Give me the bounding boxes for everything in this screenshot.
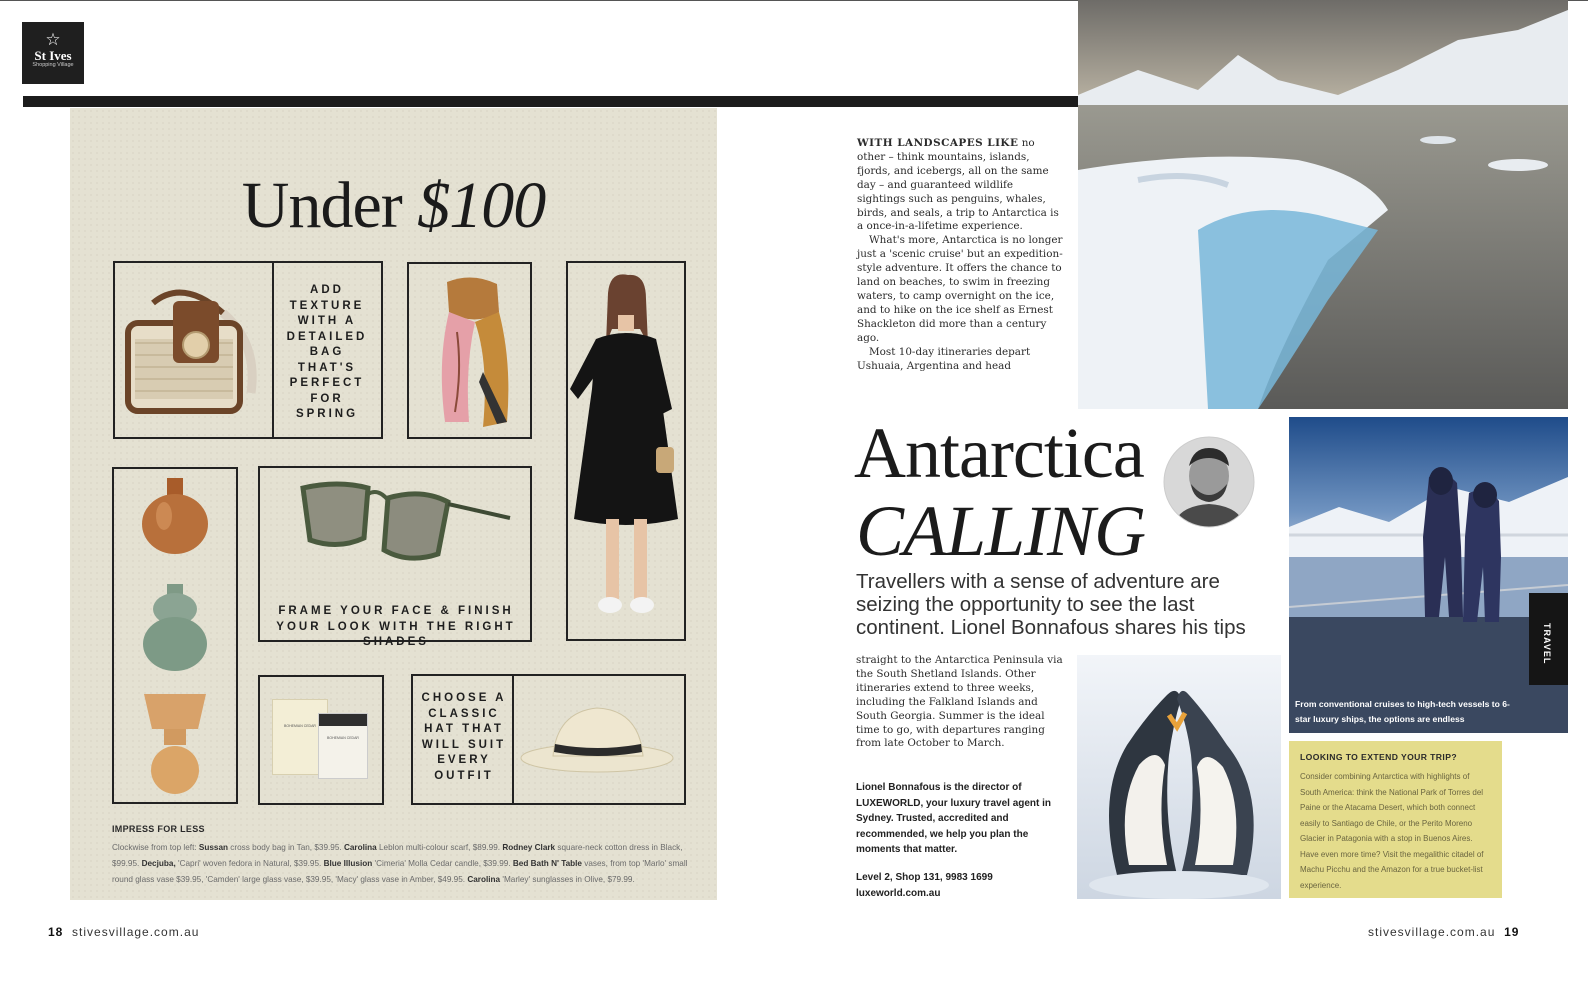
scarf-product-box (407, 262, 532, 439)
dress-model-image (548, 269, 698, 639)
logo-subtitle: Shopping Village (32, 62, 74, 68)
hat-product-box (411, 674, 686, 805)
intro-paragraph-3: Most 10-day itineraries depart Ushuaia, Argentina and head (857, 345, 1031, 372)
extend-trip-sidebar (1289, 741, 1502, 898)
headline-calling: CALLING (856, 491, 1146, 571)
impress-credits: Clockwise from top left: Sussan cross body bag in Tan, $39.95. Carolina Leblon multi-colour scarf, $89.99. Rodney Clark square-neck cotton dress in Black, $99.95. Decjuba, 'Capri' woven fedora in Natural, $39.95. Blue Illusion 'Cimeria' Molla Cedar candle, $39.99. Bed Bath N' Table vases, from top 'Marlo' small round glass vase $39.95, 'Camden' large glass vase, $39.95, 'Macy' glass vase in Amber, $49.95. Carolina 'Marley' sunglasses in Olive, $79.99. (112, 843, 688, 884)
author-bio: Lionel Bonnafous is the director of LUXEWORLD, your luxury travel agent in Sydney. Trusted, accredited and recommended, we help you plan the moments that matter. (856, 782, 1052, 855)
hat-caption: CHOOSE A CLASSIC HAT THAT WILL SUIT EVERY OUTFIT (421, 692, 507, 782)
candle-product-box (258, 675, 384, 805)
headline-antarctica: Antarctica (854, 413, 1144, 493)
bag-product-box (113, 261, 383, 439)
contact-website[interactable]: luxeworld.com.au (856, 887, 941, 899)
penguins-photo[interactable] (1077, 655, 1281, 899)
page-number-left: 18 (48, 925, 64, 939)
intro-paragraph-2: What's more, Antarctica is no longer just a 'scenic cruise' but an expedition-style adventure. It offers the chance to land on beaches, to swim in freezing waters, to camp overnight on the ice, and to hike on the ice shelf as Ernest Shackleton did more than a century ago. (857, 234, 1063, 344)
travel-tab-label: TRAVEL (1542, 623, 1552, 665)
panel-title (70, 168, 717, 244)
footer-right (1368, 925, 1519, 939)
bag-caption: ADD TEXTURE WITH A DETAILED BAG THAT'S PERFECT FOR SPRING (286, 284, 368, 420)
sunglasses-caption: FRAME YOUR FACE & FINISH YOUR LOOK WITH THE RIGHT SHADES (276, 605, 516, 648)
star-icon: ☆ (45, 30, 61, 49)
hat-image (517, 700, 681, 780)
sunglasses-product-box (258, 466, 532, 648)
contact-address: Level 2, Shop 131, 9983 1699 (856, 872, 993, 883)
candle-jar-image (318, 713, 368, 779)
impress-heading: IMPRESS FOR LESS (112, 824, 205, 834)
dress-product-box (566, 261, 686, 641)
travel-section-tab[interactable] (1529, 593, 1568, 685)
panel-title-price: $100 (417, 169, 546, 242)
sunglasses-image (298, 478, 514, 568)
candle-jar-label: BOHEMIAN CEDAR (327, 736, 359, 740)
footer-site-left[interactable]: stivesvillage.com.au (72, 925, 200, 939)
panel-title-word: Under (241, 169, 402, 242)
logo-name: St Ives (34, 48, 72, 63)
candle-box-label: BOHEMIAN CEDAR (284, 724, 316, 728)
antarctic-icebergs-photo[interactable] (1078, 0, 1568, 409)
sidebar-text: Consider combining Antarctica with highlights of South America: think the National Park of Torres del Paine or the Atacama Desert, which both connect easily to Santiago de Chile, or the Perito Moreno Glacier in Patagonia with a stop in Buenos Aires. Have even more time? Visit the megalithic citadel of Machu Picchu and the Amazon for a true bucket-list experience. (1300, 772, 1484, 890)
bag-image (123, 283, 271, 418)
intro-paragraph-1: WITH LANDSCAPES LIKE no other – think mountains, islands, fjords, and icebergs, all on the same day – and guaranteed wildlife sightings such as penguins, whales, birds, and seals, a trip to Antarctica is a once-in-a-lifetime experience. (857, 137, 1059, 233)
footer-site-right[interactable]: stivesvillage.com.au (1368, 925, 1496, 939)
vases-image (134, 474, 220, 799)
intro-text (857, 137, 1063, 373)
contact-details (856, 870, 1071, 901)
under-100-panel (70, 108, 717, 900)
body-continued: straight to the Antarctica Peninsula via the South Shetland Islands. Other itineraries extend to three weeks, including the Falkland Islands and South Georgia. Summer is the ideal time to go, with departures ranging from late October to March. (856, 654, 1063, 750)
cruise-photo-caption: From conventional cruises to high-tech vessels to 6-star luxury ships, the options are endless (1295, 699, 1510, 724)
footer-left (48, 925, 199, 939)
scarf-image (427, 272, 517, 432)
sidebar-title: LOOKING TO EXTEND YOUR TRIP? (1300, 752, 1457, 762)
st-ives-logo[interactable] (22, 22, 84, 84)
page-number-right: 19 (1504, 925, 1520, 939)
header-bar (23, 96, 1080, 107)
author-portrait[interactable] (1163, 436, 1255, 528)
standfirst: Travellers with a sense of adventure are seizing the opportunity to see the last continent. Lionel Bonnafous shares his tips (856, 570, 1246, 639)
vases-product-box (112, 467, 238, 804)
cruise-deck-photo[interactable] (1289, 417, 1568, 733)
